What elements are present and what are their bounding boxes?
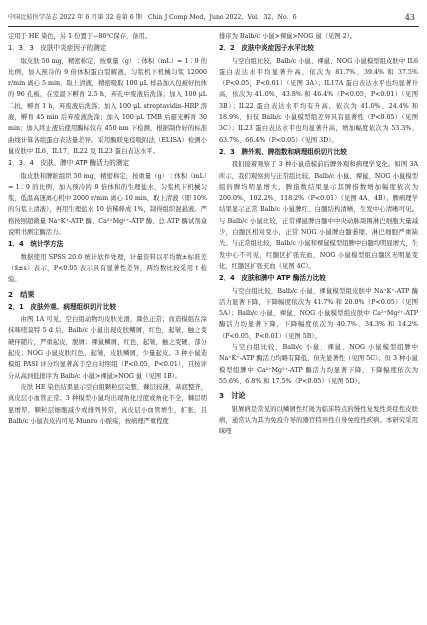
paragraph: 银屑病是常见的以鳞屑性红斑为临床特点的慢性复发性炎症性皮肤病，通常认为其为免疫介导的器官特异性自身免疫性疾病。本研究采用咪喹 (219, 405, 418, 436)
journal-header: 中国比较医学杂志 2022 年 6 月第 32 卷第 6 期 Chin J Comp Med，June 2022，Vol．32，No．6 (8, 14, 297, 21)
section-heading: 1．4 统计学方法 (8, 240, 64, 249)
section-heading: 2．4 皮肤和脾中 ATP 酶活力比较 (219, 274, 326, 283)
paragraph: 皮肤 HE 染色结果显示空白组颗粒层完整，棘层较薄，基底整齐，真皮层小血管正常；3 种模型小鼠均出现角化过度或角化不全，棘层明显增厚，颗粒层细胞减少或排列异常，真皮层小血管增生，扩张，且 Balb/c 小鼠表皮内可见 Munro 小脓疡，按病理严重程度 (8, 383, 207, 425)
paragraph: 与空白组比较，Balb/c 小鼠、裸鼠、NOG 小鼠模型组皮肤中 IL6 蛋白表达水平均显著升高，依次为 81.7%、39.4% 和 37.5%（P<0.05，P<0.01）（见图 3A）；IL17A 蛋白表达水平也均显著升高，依次为 41.0%、43.8% 和 46.4%（P<0.05，P<0.01）（见图 3B）；IL22 蛋白表达水平均有升高，依次为 41.0%、24.4% 和 18.9%，但仅 Balb/c 小鼠模型组差异具有显著性（P<0.05）（见图 3C）；IL23 蛋白表达水平也均显著升高，增加幅度依次为 53.3%、63.7%、66.4%（P<0.05）（见图 3D）。 (219, 57, 418, 144)
section-heading: 1．3．4 皮肤、脾中 ATP 酶活力的测定 (8, 159, 130, 168)
paragraph: 与空白组比较，Balb/c 小鼠、裸鼠、NOG 小鼠模型组脾中 Na⁺K⁺-ATP 酶活力均略有降低，但无显著性（见图 5C）；但 3 种小鼠模型组脾中 Ca²⁺Mg²⁺-ATP 酶活力均显著下降，下降幅度依次为 55.6%、6.8% 和 17.5%（P<0.05）（见图 5D）。 (219, 344, 418, 385)
paragraph: 由图 1A 可见，空白组动物均皮肤光滑，颜色正常；而造模组在涂抹咪喹莫特 5 d 后，Balb/c 小鼠出现皮肤鳞屑，红色，起皱，触之变硬伴随片，严重起皮，脱屑；裸鼠鳞屑，红色，起皱，触之变硬，部分起皮；NOG 小鼠皮肤红色，起皱，皮肤鳞屑，少量起皮。3 种小鼠造模组 PASI 评分均显著高于空白对照组（P<0.05，P<0.01），且按评分从高到低排序为 Balb/c 小鼠>裸鼠>NOG 鼠（见图 1B）。 (8, 316, 207, 380)
header-rule (8, 26, 419, 27)
running-header (8, 12, 419, 24)
section-heading: 2 结果 (8, 289, 35, 299)
section-heading: 2．1 皮肤外观、病理组织切片比较 (8, 302, 117, 311)
paragraph: 定用于 HE 染色，另 1 份置于−80℃保存，备用。 (8, 33, 152, 40)
paragraph: 排序为 Balb/c 小鼠>裸鼠>NOG 鼠（见图 2）。 (219, 33, 357, 40)
section-heading: 1．3．3 皮肤中炎症因子的测定 (8, 44, 107, 53)
section-heading: 2．2 皮肤中炎症因子水平比较 (219, 44, 314, 53)
left-column (8, 31, 207, 427)
paragraph: 取皮肤 50 mg，精密称定，按重量（g）∶体积（mL）= 1∶9 的比例，加入预冷的 9 倍体积蛋白裂解液，匀浆机下机械匀浆 12000 r/min 离心 5 min，取上清液，精密吸取 100 μL 样品加入包被好抗体的 96 孔板，在室温下孵育 2.5 h，弃孔中废液后洗涤；加入 100 μL 二抗，孵育 1 h，弃废液后洗涤；加入 100 μL streptavidin-HRP 溶液，孵育 45 min 后弃废液洗涤；加入 100 μL TMB 后避光孵育 30 min；加入终止液后使用酶标仪在 450 nm 下检测，根据制作好的标准曲线计算各组蛋白表达量差异。采用酶联免疫吸附法（ELISA）检测小鼠皮肤中 IL6、IL17、IL22 及 IL23 蛋白表达水平。 (8, 57, 207, 155)
paragraph: 数据使用 SPSS 20.0 统计软件处理，计量资料以平均数±标准差（x̄±s）表示，P<0.05 表示具有显著性差异，两均数比较采用 t 检验。 (8, 253, 207, 284)
paragraph: 取皮肤和脾脏组织 50 mg，精密称定，按重量（g）∶体积（mL）= 1∶9 的比例，加入预冷的 9 倍体积的生理盐水，匀浆机下机械匀浆，低温高速离心机中 2000 r/min 离心 10 min，取上清液（即 10% 的匀浆上清液），再用生理盐水 10 倍稀释成 1%，制得组织混悬液。严格按照超微量 Na⁺K⁺-ATP 酶、Ca²⁺Mg²⁺-ATP 酶、总 ATP 酶试剂盒说明书测定酶活力。 (8, 172, 207, 237)
page-number: 43 (404, 13, 415, 22)
paragraph: 我们接着观察了 3 种小鼠造模前后脾外观和病理学变化。如图 3A 所示，我们观察到与正常组比较，Balb/c 小鼠、裸鼠、NOG 小鼠模型组的脾均明显增大，脾指数结果显示其脾指数增加幅度依次为 200.0%、102.2%、118.2%（P<0.01）（见图 4A、4B）。脾病理学结果显示正常 Balb/c 小鼠脾红、白髓结构清晰，生发中心清晰可见。与 Balb/c 小鼠比较，正常裸鼠脾白髓中中央动脉周围淋巴细胞大量减少，白髓区相对变小，正常 NOG 小鼠脾白髓萎缩，淋巴细胞严重缺失。与正常组比较，Balb/c 小鼠和裸鼠模型组脾中白髓均明显增大，生发中心不可见，红髓区扩张充血，NOG 小鼠模型组白髓区无明显变化，红髓区扩张充血（见图 4C）。 (219, 161, 418, 270)
paragraph: 与空白组比较，Balb/c 小鼠、裸鼠模型组皮肤中 Na⁺K⁺-ATP 酶活力显著下降，下降幅度依次为 41.7% 和 20.0%（P<0.05）（见图 5A）；Balb/c 小鼠、裸鼠、NOG 小鼠模型组皮肤中 Ca²⁺Mg²⁺-ATP 酶活力均显著下降，下降幅度依次为 40.7%、34.3% 和 14.2%（P<0.05，P<0.01）（见图 5B）。 (219, 287, 418, 340)
section-heading: 2．3 脾外观、脾指数和病理组织切片比较 (219, 147, 347, 156)
section-heading: 3 讨论 (219, 391, 246, 401)
right-column (219, 31, 418, 437)
